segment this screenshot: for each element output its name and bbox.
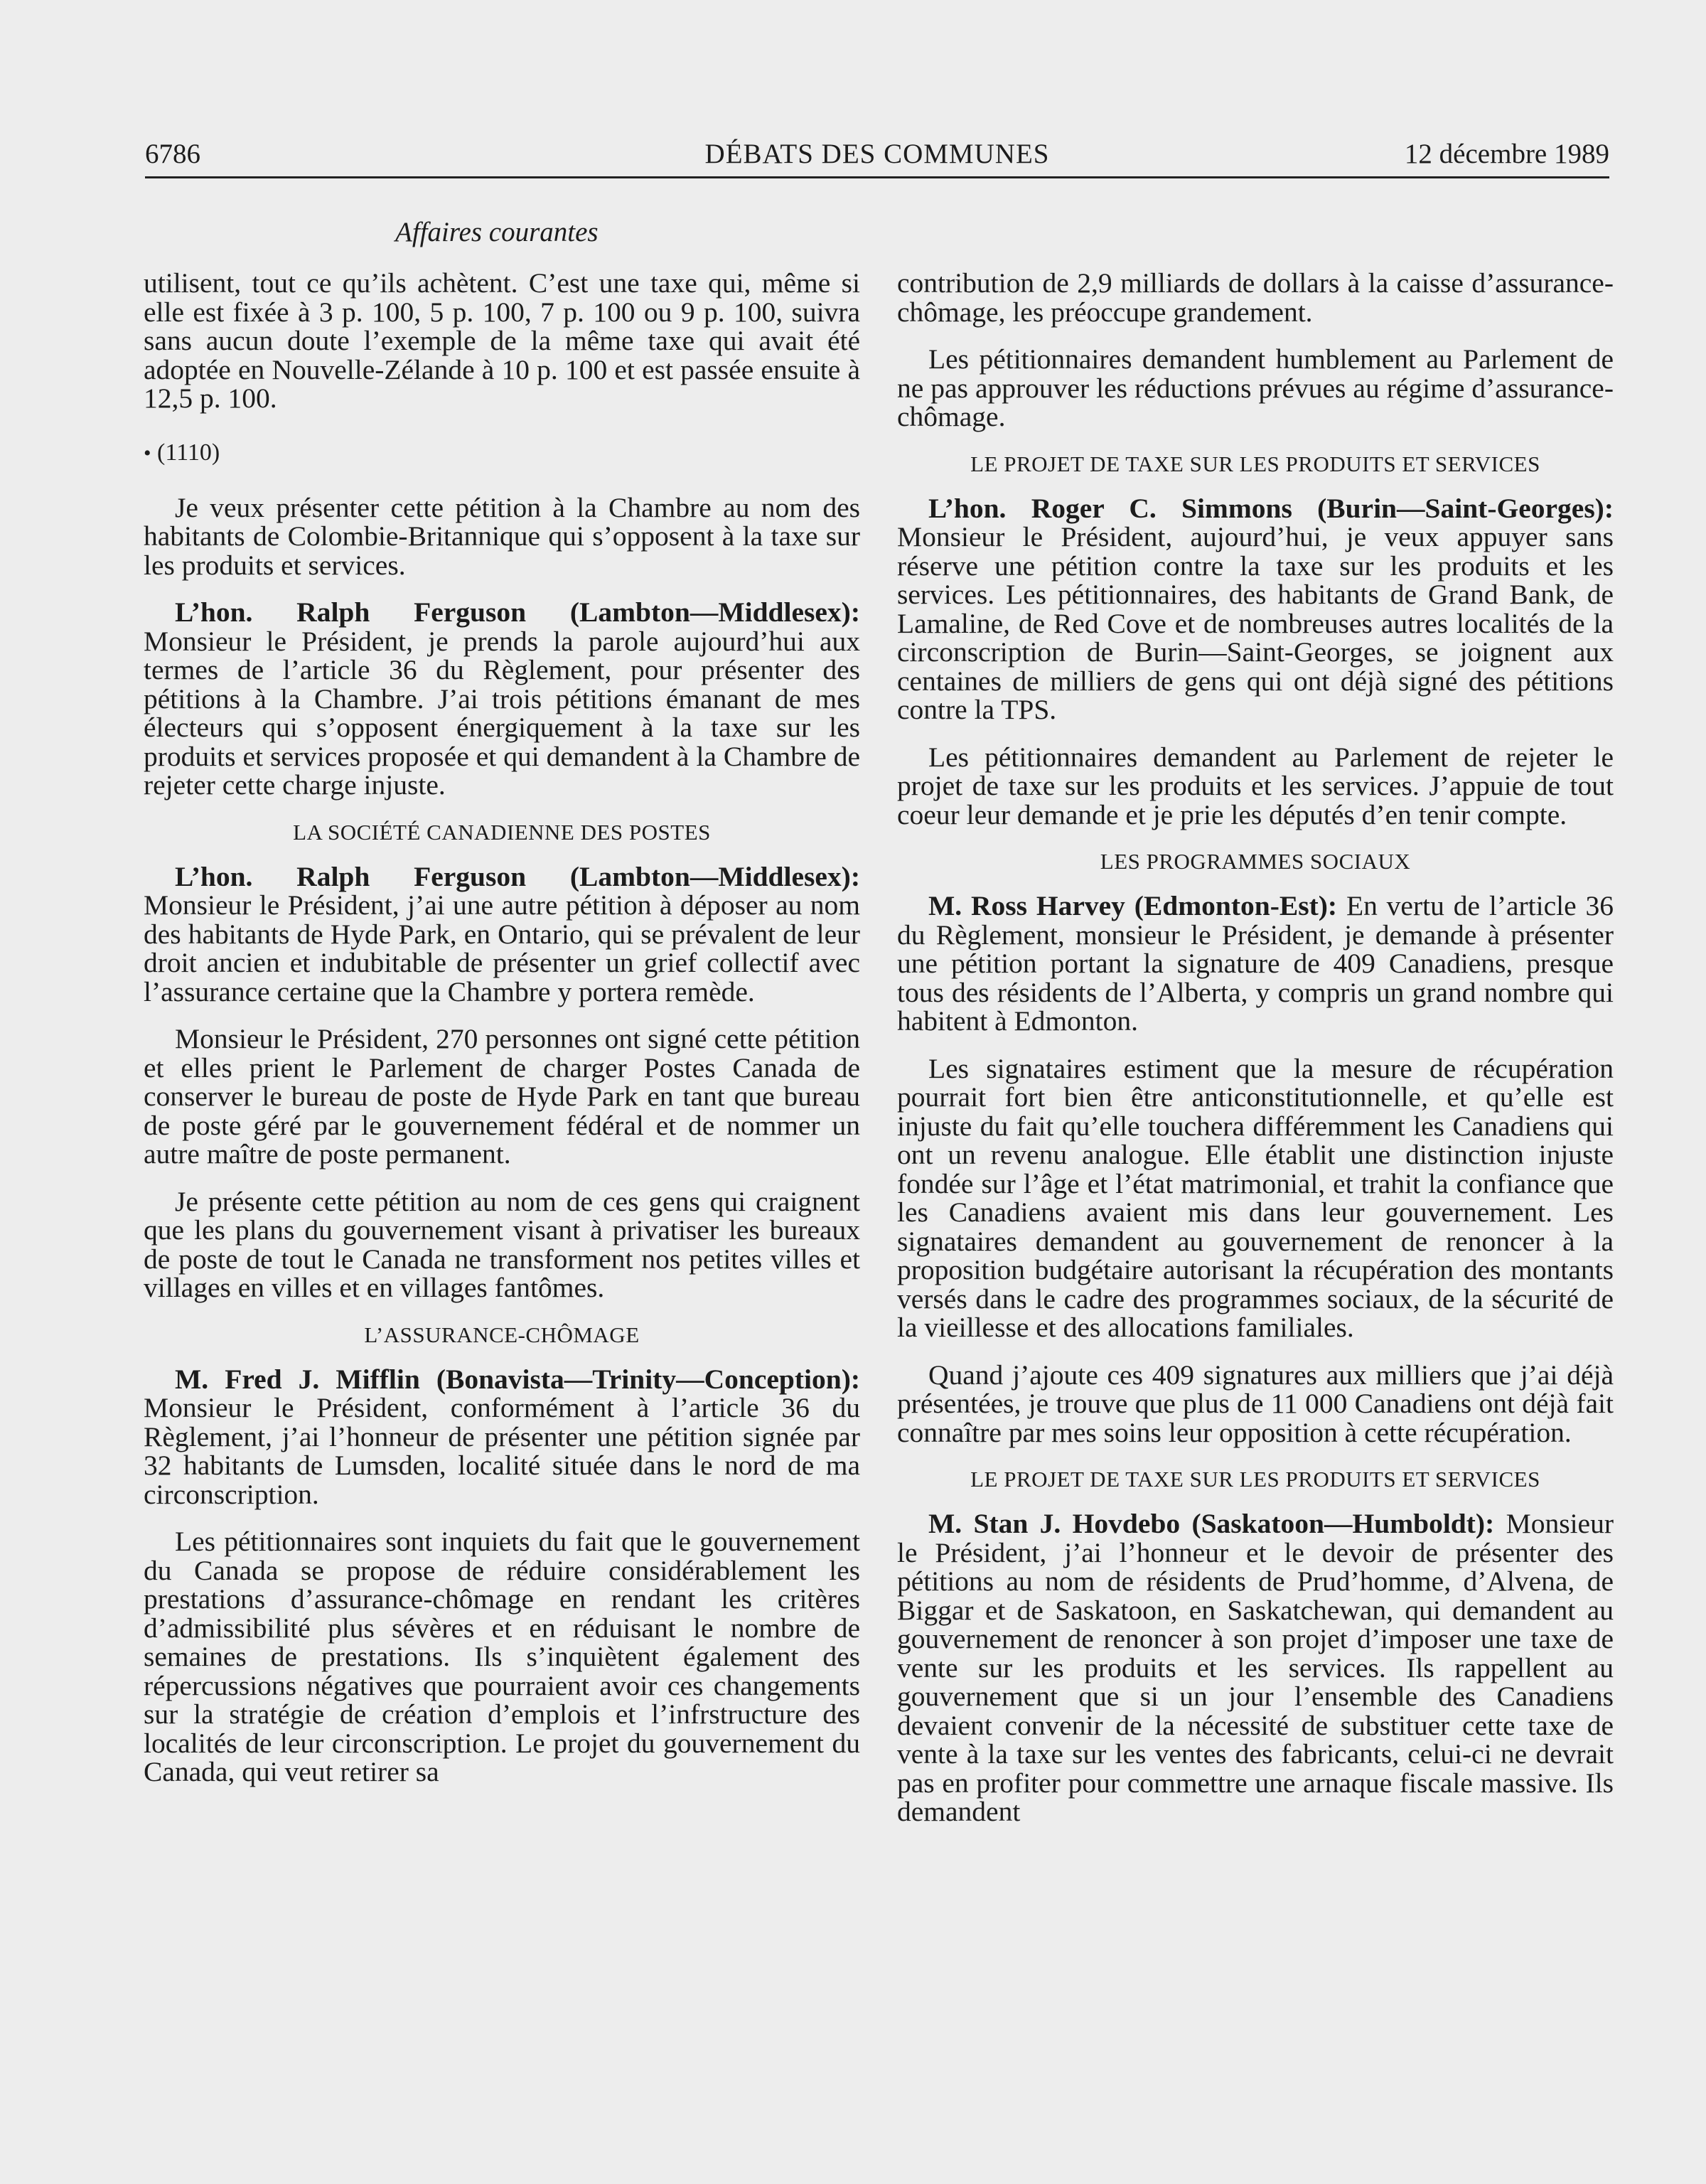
paragraph: Les pétitionnaires sont inquiets du fait que le gouvernement du Canada se propose de réduire considérablement les prestations d’assurance-chômage en rendant les critères d’admissibilité plus sévères et en réduisant le nombre de semaines de prestations. Ils s’inquiètent également des répercussions négatives que pourraient avoir ces changements sur la stratégie de création d’emplois et l’infrstructure des localités de leur circonscription. Le projet du gouvernement du Canada, qui veut retirer sa xyxy=(144,1526,860,1787)
page-header xyxy=(145,135,1609,173)
speech-text: Monsieur le Président, je prends la parole aujourd’hui aux termes de l’article 36 du Règlement, pour présenter des pétitions à la Chambre. J’ai trois pétitions émanant de mes électeurs qui s’opposent énergiquement à la taxe sur les produits et services proposée et qui demandent à la Chambre de rejeter cette charge injuste. xyxy=(144,625,860,801)
speech-text: En vertu de l’article 36 du Règlement, monsieur le Président, je demande à présenter une pétition portant la signature de 409 Canadiens, presque tous des résidents de l’Alberta, y compris un grand nombre qui habitent à Edmonton. xyxy=(897,890,1614,1037)
paragraph: contribution de 2,9 milliards de dollars à la caisse d’assurance-chômage, les préoccupe grandement. xyxy=(897,267,1614,328)
paragraph: Les signataires estiment que la mesure de récupération pourrait fort bien être anticonstitutionnelle, et qu’elle est injuste du fait qu’elle touchera différemment les Canadiens qui ont un revenu analogue. Elle établit une distinction injuste fondée sur l’âge et l’état matrimonial, et trahit la confiance que les Canadiens avaient mis dans leur gouvernement. Les signataires demandent au gouvernement de renoncer à la proposition budgétaire autorisant la récupération des montants versés dans le cadre des programmes sociaux, de la sécurité de la vieillesse et des allocations familiales. xyxy=(897,1052,1614,1343)
speaker-name: L’hon. Ralph Ferguson (Lambton—Middlesex): xyxy=(175,596,860,628)
left-column xyxy=(144,269,860,1805)
speech-paragraph xyxy=(144,862,860,1007)
speech-text: Monsieur le Président, j’ai l’honneur et le devoir de présenter des pétitions au nom de résidents de Prud’homme, d’Alvena, de Biggar et de Saskatoon, en Saskatchewan, qui demandent au gouvernement de renoncer à son projet d’imposer une taxe de vente sur les produits et les services. Ils rappellent au gouvernement que si un jour l’ensemble des Canadiens devaient convenir de la nécessité de substituer cette taxe de vente à la taxe sur les ventes des fabricants, celui-ci ne devrait pas en profiter pour commettre une arnaque fiscale massive. Ils demandent xyxy=(897,1508,1614,1827)
paragraph: Les pétitionnaires demandent humblement au Parlement de ne pas approuver les réductions prévues au régime d’assurance-chômage. xyxy=(897,343,1614,432)
subject-heading: LE PROJET DE TAXE SUR LES PRODUITS ET SERVICES xyxy=(970,451,1540,476)
speech-paragraph xyxy=(144,598,860,800)
time-stamp: (1110) xyxy=(157,439,220,466)
right-column xyxy=(897,269,1614,1845)
paragraph: Je veux présenter cette pétition à la Chambre au nom des habitants de Colombie-Britannique qui s’opposent à la taxe sur les produits et services. xyxy=(144,491,860,581)
speaker-name: L’hon. Roger C. Simmons (Burin—Saint-Georges): xyxy=(928,492,1614,524)
speech-text: Monsieur le Président, conformément à l’article 36 du Règlement, j’ai l’honneur de présenter une pétition signée par 32 habitants de Lumsden, localité située dans le nord de ma circonscription. xyxy=(144,1392,860,1510)
speech-paragraph xyxy=(897,1509,1614,1826)
speech-paragraph xyxy=(897,892,1614,1036)
time-marker xyxy=(144,432,860,475)
subject-heading: LA SOCIÉTÉ CANADIENNE DES POSTES xyxy=(293,819,711,845)
subject-heading: L’ASSURANCE-CHÔMAGE xyxy=(364,1322,640,1347)
page-date: 12 décembre 1989 xyxy=(1404,139,1609,169)
speech-text: Monsieur le Président, aujourd’hui, je veux appuyer sans réserve une pétition contre la taxe sur les produits et les services. Les pétitionnaires, des habitants de Grand Bank, de Lamaline, de Red Cove et de nombreuses autres localités de la circonscription de Burin—Saint-Georges, se joignent aux centaines de milliers de gens qui ont déjà signé des pétitions contre la TPS. xyxy=(897,521,1614,725)
paragraph: Monsieur le Président, 270 personnes ont signé cette pétition et elles prient le Parlement de charger Postes Canada de conserver le bureau de poste de Hyde Park en tant que bureau de poste géré par le gouvernement fédéral et de nommer un autre maître de poste permanent. xyxy=(144,1023,860,1169)
page-number: 6786 xyxy=(145,139,200,169)
speech-paragraph xyxy=(144,1365,860,1509)
publication-title: DÉBATS DES COMMUNES xyxy=(704,139,1050,169)
speech-text: Monsieur le Président, j’ai une autre pétition à déposer au nom des habitants de Hyde Park, en Ontario, qui se prévalent de leur droit ancien et indubitable de présenter un grief collectif avec l’assurance certaine que la Chambre y portera remède. xyxy=(144,889,860,1007)
speaker-name: L’hon. Ralph Ferguson (Lambton—Middlesex): xyxy=(175,860,860,892)
subject-heading: LES PROGRAMMES SOCIAUX xyxy=(1100,849,1411,874)
paragraph: Quand j’ajoute ces 409 signatures aux milliers que j’ai déjà présentées, je trouve que plus de 11 000 Canadiens ont déjà fait connaître par mes soins leur opposition à cette récupération. xyxy=(897,1359,1614,1448)
speaker-name: M. Stan J. Hovdebo (Saskatoon—Humboldt): xyxy=(928,1508,1495,1539)
paragraph: Les pétitionnaires demandent au Parlement de rejeter le projet de taxe sur les produits et les services. J’appuie de tout coeur leur demande et je prie les députés d’en tenir compte. xyxy=(897,741,1614,830)
bullet-icon: • xyxy=(144,441,151,465)
speaker-name: M. Ross Harvey (Edmonton-Est): xyxy=(928,890,1338,921)
section-title: Affaires courantes xyxy=(395,217,599,247)
paragraph: utilisent, tout ce qu’ils achètent. C’est une taxe qui, même si elle est fixée à 3 p. 100, 5 p. 100, 7 p. 100 ou 9 p. 100, suivra sans aucun doute l’exemple de la même taxe qui avait été adoptée en Nouvelle-Zélande à 10 p. 100 et est passée ensuite à 12,5 p. 100. xyxy=(144,267,860,414)
speech-paragraph xyxy=(897,494,1614,724)
header-rule xyxy=(145,176,1609,178)
subject-heading: LE PROJET DE TAXE SUR LES PRODUITS ET SERVICES xyxy=(970,1467,1540,1492)
speaker-name: M. Fred J. Mifflin (Bonavista—Trinity—Conception): xyxy=(175,1363,860,1395)
paragraph: Je présente cette pétition au nom de ces gens qui craignent que les plans du gouvernement visant à privatiser les bureaux de poste de tout le Canada ne transforment nos petites villes et villages en villes et en villages fantômes. xyxy=(144,1185,860,1303)
